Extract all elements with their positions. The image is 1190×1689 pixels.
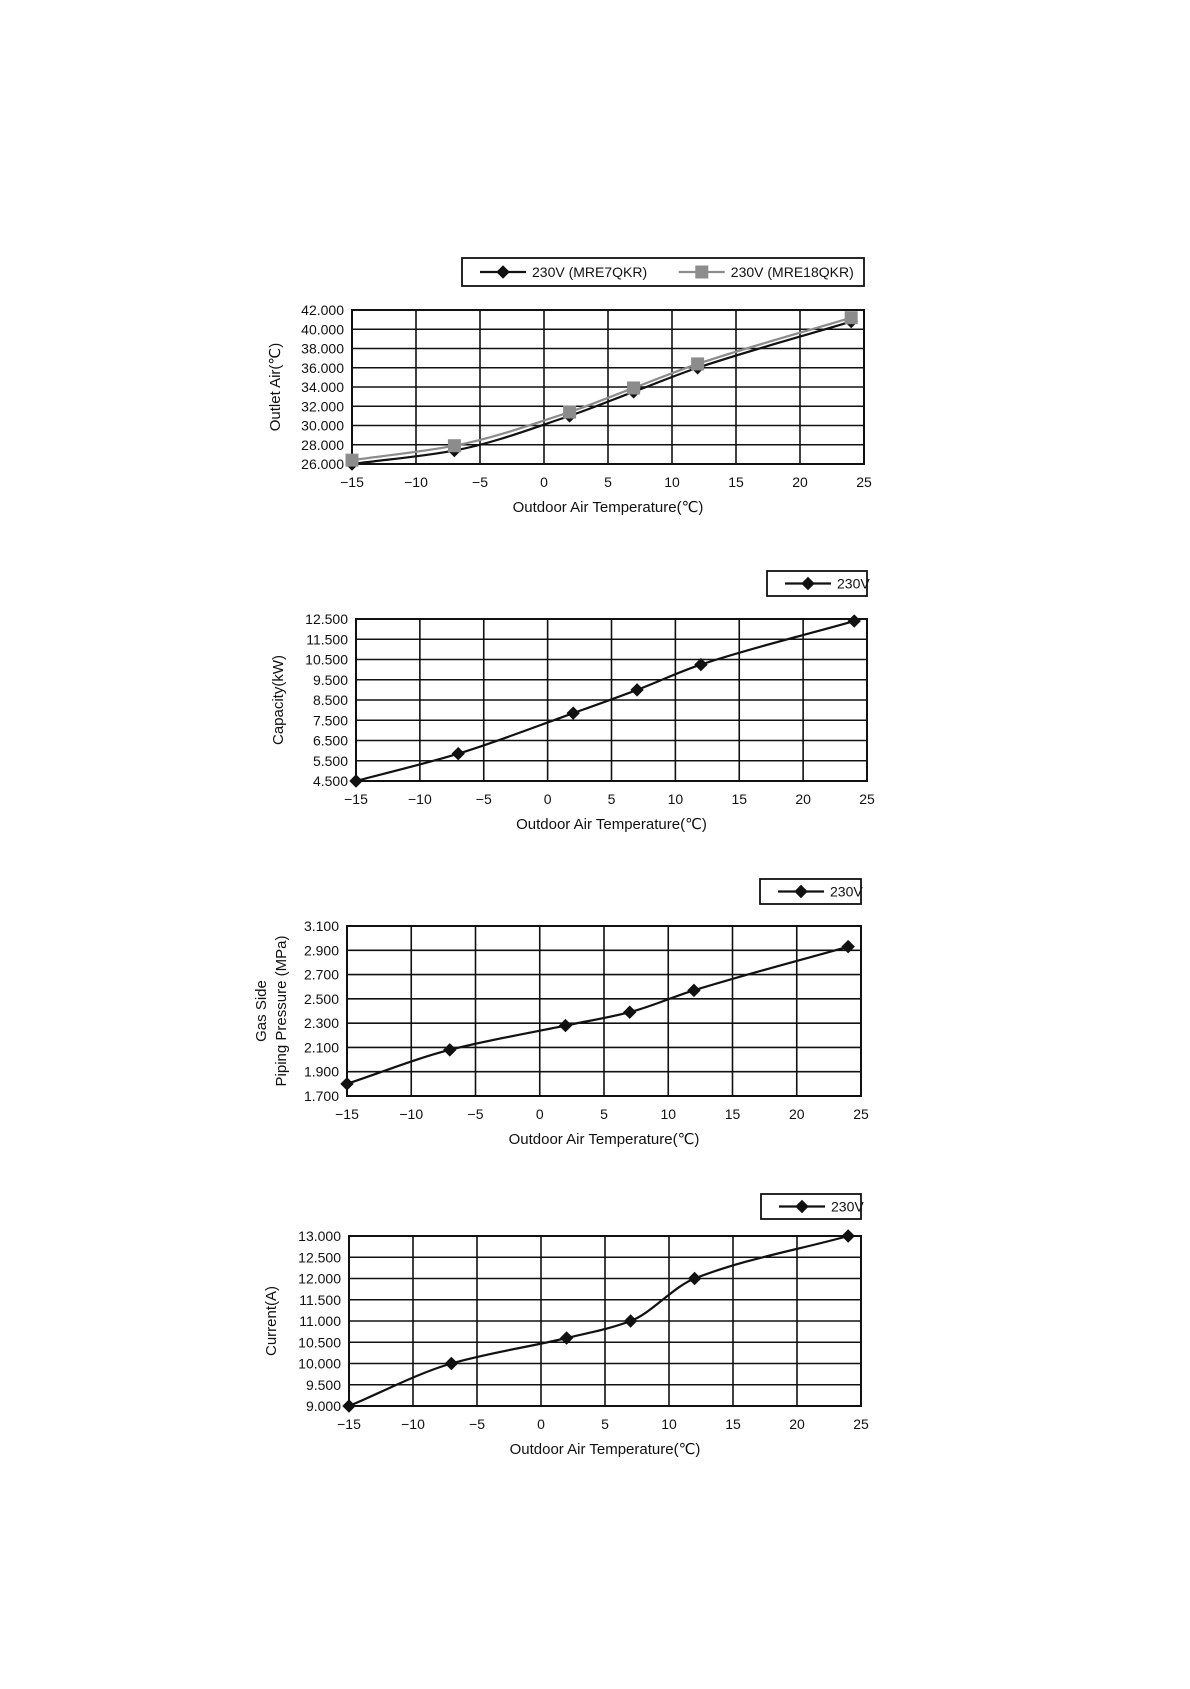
y-tick-label: 9.500 (305, 1376, 341, 1393)
series-line (352, 322, 851, 464)
y-tick-label: 1.700 (303, 1088, 339, 1104)
chart-1 (267, 258, 872, 516)
x-tick-label: 20 (792, 474, 808, 490)
x-tick-label: 20 (788, 1106, 805, 1122)
data-point (631, 684, 643, 696)
x-tick-label: 20 (789, 1416, 805, 1432)
y-tick-label: 28.000 (301, 436, 344, 453)
series-line (347, 947, 848, 1084)
legend-label: 230V (831, 1198, 864, 1215)
y-tick-label: 11.500 (306, 631, 348, 648)
chart-2 (270, 571, 875, 833)
y-axis-label: Outlet Air(℃) (267, 342, 284, 432)
x-tick-label: −5 (469, 1416, 485, 1432)
y-tick-label: 26.000 (301, 456, 344, 472)
y-tick-label: 2.900 (303, 942, 339, 959)
y-tick-label: 7.500 (312, 712, 348, 729)
x-tick-label: −5 (472, 474, 488, 490)
data-point (350, 775, 362, 787)
data-point (341, 1078, 353, 1090)
legend (767, 571, 870, 596)
y-axis-label: Current(A) (263, 1285, 280, 1357)
data-point (452, 748, 464, 760)
y-tick-label: 40.000 (301, 321, 344, 338)
legend (761, 1194, 864, 1219)
x-tick-label: 25 (859, 791, 875, 807)
x-tick-label: 10 (667, 791, 684, 807)
x-tick-label: −10 (401, 1416, 425, 1432)
x-tick-label: 0 (543, 791, 552, 807)
data-point (628, 382, 640, 394)
x-tick-label: 15 (725, 1416, 741, 1432)
y-tick-label: 10.500 (298, 1334, 341, 1351)
y-tick-label: 12.500 (298, 1249, 341, 1266)
data-point (848, 615, 860, 627)
legend (760, 879, 863, 904)
x-tick-label: 15 (731, 791, 748, 807)
data-point (564, 406, 576, 418)
y-tick-label: 12.500 (305, 611, 348, 627)
y-tick-label: 2.700 (303, 966, 339, 983)
y-tick-label: 32.000 (301, 398, 344, 415)
legend-label: 230V (MRE18QKR) (730, 264, 854, 280)
x-axis-label: Outdoor Air Temperature(℃) (508, 1131, 700, 1148)
x-tick-label: 0 (535, 1106, 544, 1122)
x-tick-label: −15 (340, 474, 364, 490)
data-point (624, 1006, 636, 1018)
y-tick-label: 11.000 (299, 1313, 341, 1329)
y-tick-label: 42.000 (301, 302, 344, 318)
data-point (448, 440, 460, 452)
data-point (845, 312, 857, 324)
x-tick-label: −15 (337, 1416, 361, 1432)
y-tick-label: 2.300 (303, 1015, 339, 1032)
legend-label: 230V (837, 575, 870, 592)
y-tick-label: 38.000 (301, 340, 344, 357)
y-tick-label: 5.500 (312, 752, 348, 769)
y-tick-label: 10.000 (298, 1355, 341, 1372)
x-tick-label: 5 (607, 791, 616, 807)
chart-3 (253, 879, 869, 1148)
x-tick-label: −10 (404, 474, 428, 490)
data-point (842, 1230, 854, 1242)
data-point (692, 358, 704, 370)
chart-4 (263, 1194, 869, 1458)
y-tick-label: 11.500 (299, 1291, 341, 1308)
x-tick-label: 10 (664, 474, 680, 490)
x-tick-label: 5 (601, 1416, 609, 1432)
x-tick-label: 15 (724, 1106, 741, 1122)
y-tick-label: 34.000 (301, 379, 344, 395)
data-point (688, 984, 700, 996)
y-tick-label: 2.500 (303, 990, 339, 1007)
y-tick-label: 1.900 (303, 1063, 339, 1080)
y-tick-label: 6.500 (312, 732, 348, 749)
x-tick-label: 10 (661, 1416, 677, 1432)
data-point (689, 1273, 701, 1285)
y-axis-label: Capacity(kW) (270, 654, 287, 746)
data-point (559, 1020, 571, 1032)
x-tick-label: −10 (408, 791, 432, 807)
legend-marker (696, 266, 708, 278)
data-point (444, 1044, 456, 1056)
data-point (567, 707, 579, 719)
y-axis-label: Gas Side (253, 980, 270, 1042)
x-tick-label: −5 (467, 1106, 484, 1122)
y-tick-label: 13.000 (298, 1228, 341, 1244)
x-tick-label: 25 (853, 1416, 869, 1432)
x-tick-label: −15 (344, 791, 368, 807)
y-tick-label: 2.100 (303, 1039, 339, 1056)
x-tick-label: 20 (795, 791, 811, 807)
legend (462, 258, 864, 286)
y-tick-label: 30.000 (301, 417, 344, 434)
x-tick-label: 15 (728, 474, 744, 490)
y-tick-label: 10.500 (305, 651, 348, 668)
x-tick-label: 10 (660, 1106, 677, 1122)
y-tick-label: 4.500 (312, 773, 348, 789)
y-axis-label: Piping Pressure (MPa) (273, 935, 290, 1087)
x-tick-label: 5 (600, 1106, 608, 1122)
x-tick-label: 0 (537, 1416, 545, 1432)
x-tick-label: −10 (399, 1106, 424, 1122)
series-line (356, 621, 854, 781)
data-point (695, 659, 707, 671)
y-tick-label: 12.000 (298, 1270, 341, 1287)
x-tick-label: 25 (856, 474, 872, 490)
x-axis-label: Outdoor Air Temperature(℃) (512, 499, 704, 516)
x-tick-label: 25 (853, 1106, 869, 1122)
y-tick-label: 36.000 (301, 359, 344, 376)
y-tick-label: 9.500 (312, 671, 348, 688)
legend-label: 230V (830, 883, 863, 900)
series-line (352, 318, 851, 460)
data-point (343, 1400, 355, 1412)
y-tick-label: 9.000 (305, 1398, 341, 1414)
x-tick-label: 5 (604, 474, 612, 490)
x-tick-label: −5 (475, 791, 492, 807)
data-point (625, 1315, 637, 1327)
legend-label: 230V (MRE7QKR) (532, 264, 648, 280)
data-point (346, 454, 358, 466)
x-tick-label: 0 (540, 474, 548, 490)
x-axis-label: Outdoor Air Temperature(℃) (516, 816, 707, 833)
data-point (445, 1358, 457, 1370)
x-axis-label: Outdoor Air Temperature(℃) (509, 1441, 701, 1458)
y-tick-label: 3.100 (303, 918, 339, 934)
y-tick-label: 8.500 (312, 692, 348, 708)
x-tick-label: −15 (335, 1106, 359, 1122)
